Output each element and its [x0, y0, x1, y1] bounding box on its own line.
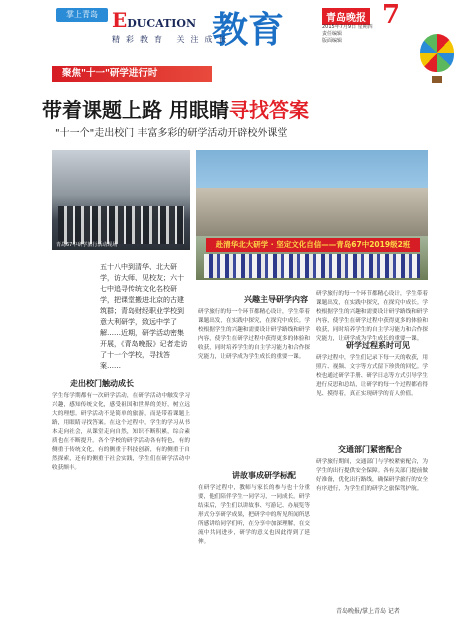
section-slogan: 精彩教育 关注成长 — [112, 35, 233, 44]
subsection-body-5: 研学旅行期间，交通部门与学校紧密配合，为学生的出行提供安全保障。各有关部门提前做好准备，优化出行路线，确保研学旅行的安全有序进行，为学生们的研学之旅保驾护航。 — [316, 459, 428, 492]
photo-class-banner — [196, 150, 428, 280]
photo-students-group — [52, 150, 190, 250]
subsection-title-4: 研学过程系时可见 — [346, 341, 410, 350]
issue-meta: 2015年7月9日 星期四 责任编辑 版面编辑 — [322, 24, 373, 44]
subsection-body-4: 研学过程中，学生们记录下每一天的收获，用照片、视频、文字等方式留下珍贵的回忆。学校也通过研学手册、研学日志等方式引导学生进行反思和总结，让研学的每一个过程都看得见、摸得着，真正实现研学的育人价值。 — [316, 355, 428, 397]
photo-crowd-right — [204, 254, 420, 278]
balloon-basket-icon — [432, 76, 442, 83]
photo-crowd — [58, 206, 184, 244]
headline: 带着课题上路 用眼睛寻找答案 — [42, 98, 309, 122]
subsection-title-3: 讲故事成研学标配 — [232, 471, 296, 480]
subsection-title-5: 交通部门紧密配合 — [338, 445, 402, 454]
section-name-english: EDUCATION — [112, 8, 197, 32]
subsection-title-1: 走出校门触动成长 — [70, 379, 134, 388]
byline: 青岛晚报/掌上青岛 记者 — [336, 608, 400, 615]
app-logo: 掌上青岛 — [56, 8, 108, 22]
subsection-body-1: 学生每学期都有一次研学活动，在研学活动中触发学习兴趣，感知传统文化，感受祖国和世界的美好，树立远大的理想。研学活动不是简单的旅游，而是带着课题上路，用眼睛寻找答案。在这个过程中，学生的学习从书本走向社会，从课堂走向自然，知识不断积累，综合素质也在不断提升。各个学校的研学活动各有特色，有的侧重于传统文化，有的侧重于科技创新，有的侧重于自然探索，还有的侧重于社会实践，学生们在研学活动中收获颇丰。 — [52, 393, 190, 471]
subsection-body-2-continued: 研学旅行的每一个环节都精心设计，学生带着课题出发，在实践中探究，在探究中成长。学校根据学生的兴趣和需要设计研学路线和研学内容，使学生在研学过程中获得更多的体验和收获，同时培养学生的自主学习能力和合作探究能力，让研学成为学生成长的重要一课。 — [316, 291, 428, 342]
photo-banner-text: 赴清华北大研学 · 坚定文化自信——青岛67中2019级2班 — [206, 238, 420, 252]
subsection-title-2: 兴趣主导研学内容 — [244, 295, 308, 304]
newspaper-name: 青岛晚报 — [322, 8, 370, 25]
section-name-chinese: 教育 — [212, 9, 285, 51]
page-number: 7 — [382, 0, 401, 30]
masthead — [0, 0, 475, 58]
subsection-body-3: 在研学过程中，教师与家长的参与也十分重要，他们陪伴学生一同学习，一同成长。研学结束后，学生们以讲故事、写游记、办展览等形式分享研学成果，把研学中的所见所闻所思所感讲给同学们听，在分享中加深理解，在交流中共同进步，研学的意义也因此得到了延伸。 — [198, 485, 310, 545]
photo-caption-left: 青岛67中研学旅行活动现场 — [56, 242, 118, 248]
photo-building — [196, 188, 428, 236]
subsection-body-2: 研学旅行的每一个环节都精心设计，学生带着课题出发，在实践中探究，在探究中成长。学校根据学生的兴趣和需要设计研学路线和研学内容，使学生在研学过程中获得更多的体验和收获，同时培养学生的自主学习能力和合作探究能力，让研学成为学生成长的重要一课。 — [198, 309, 310, 360]
lead-paragraph: 五十八中到清华、北大研学，访大师、见校友；六十七中追寻传统文化名校研学，把课堂搬进北京的古建筑群；青岛财经职业学校到意大利研学，致远中学了解……近期，研学活动密集开展，《青岛晚报》记者走访了十一个学校，寻找答案…… — [100, 263, 188, 370]
section-banner: 聚焦"十一"研学进行时 — [52, 66, 212, 82]
hot-air-balloon-icon — [420, 34, 454, 72]
subheadline: "十一个"走出校门 丰富多彩的研学活动开辟校外课堂 — [55, 128, 288, 139]
